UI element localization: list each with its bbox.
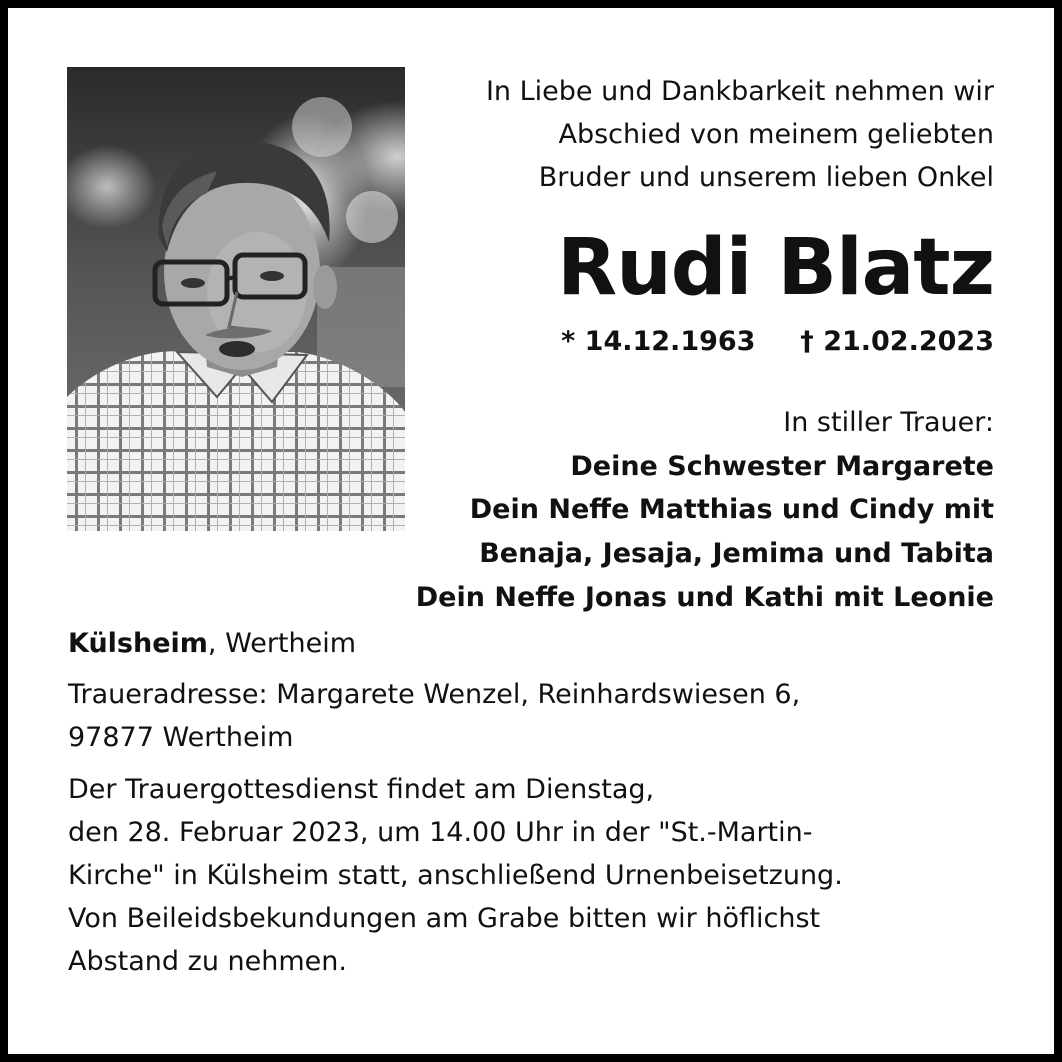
portrait-illustration [67, 67, 405, 531]
address-line: Traueradresse: Margarete Wenzel, Reinhardswiesen 6, [68, 679, 801, 711]
place-rest: , Wertheim [207, 628, 357, 659]
mourning-heading: In stiller Trauer: [783, 407, 994, 438]
birth-date: 14.12.1963 [584, 326, 756, 357]
details-block [68, 622, 988, 992]
death-date: 21.02.2023 [823, 326, 994, 357]
place-bold: Külsheim [68, 628, 208, 659]
birth-symbol: * [561, 326, 576, 357]
intro-line: Bruder und unserem lieben Onkel [538, 162, 994, 194]
mourner-line: Dein Neffe Jonas und Kathi mit Leonie [415, 581, 994, 613]
address-line: 97877 Wertheim [68, 722, 294, 754]
service-line: Abstand zu nehmen. [68, 946, 347, 978]
life-dates [561, 326, 994, 357]
mourner-line: Benaja, Jesaja, Jemima und Tabita [479, 538, 994, 570]
intro-line: In Liebe und Dankbarkeit nehmen wir [485, 76, 994, 107]
place-line [68, 622, 988, 665]
intro-text [394, 70, 994, 200]
service-line: den 28. Februar 2023, um 14.00 Uhr in der "St.-Martin- [68, 816, 813, 848]
portrait-photo [67, 67, 405, 531]
service-line: Kirche" in Külsheim statt, anschließend Urnenbeisetzung. [68, 859, 843, 891]
address-paragraph [68, 673, 988, 759]
death-cross-icon: † [800, 326, 814, 357]
service-line: Der Trauergottesdienst findet am Dienstag, [68, 773, 655, 805]
mourner-line: Deine Schwester Margarete [570, 450, 994, 482]
mourner-line: Dein Neffe Matthias und Cindy mit [469, 494, 994, 526]
service-line: Von Beileidsbekundungen am Grabe bitten wir höflichst [68, 903, 821, 935]
service-paragraph [68, 768, 988, 984]
deceased-name: Rudi Blatz [557, 223, 994, 313]
mourners-block [416, 401, 994, 620]
intro-line: Abschied von meinem geliebten [558, 119, 994, 151]
